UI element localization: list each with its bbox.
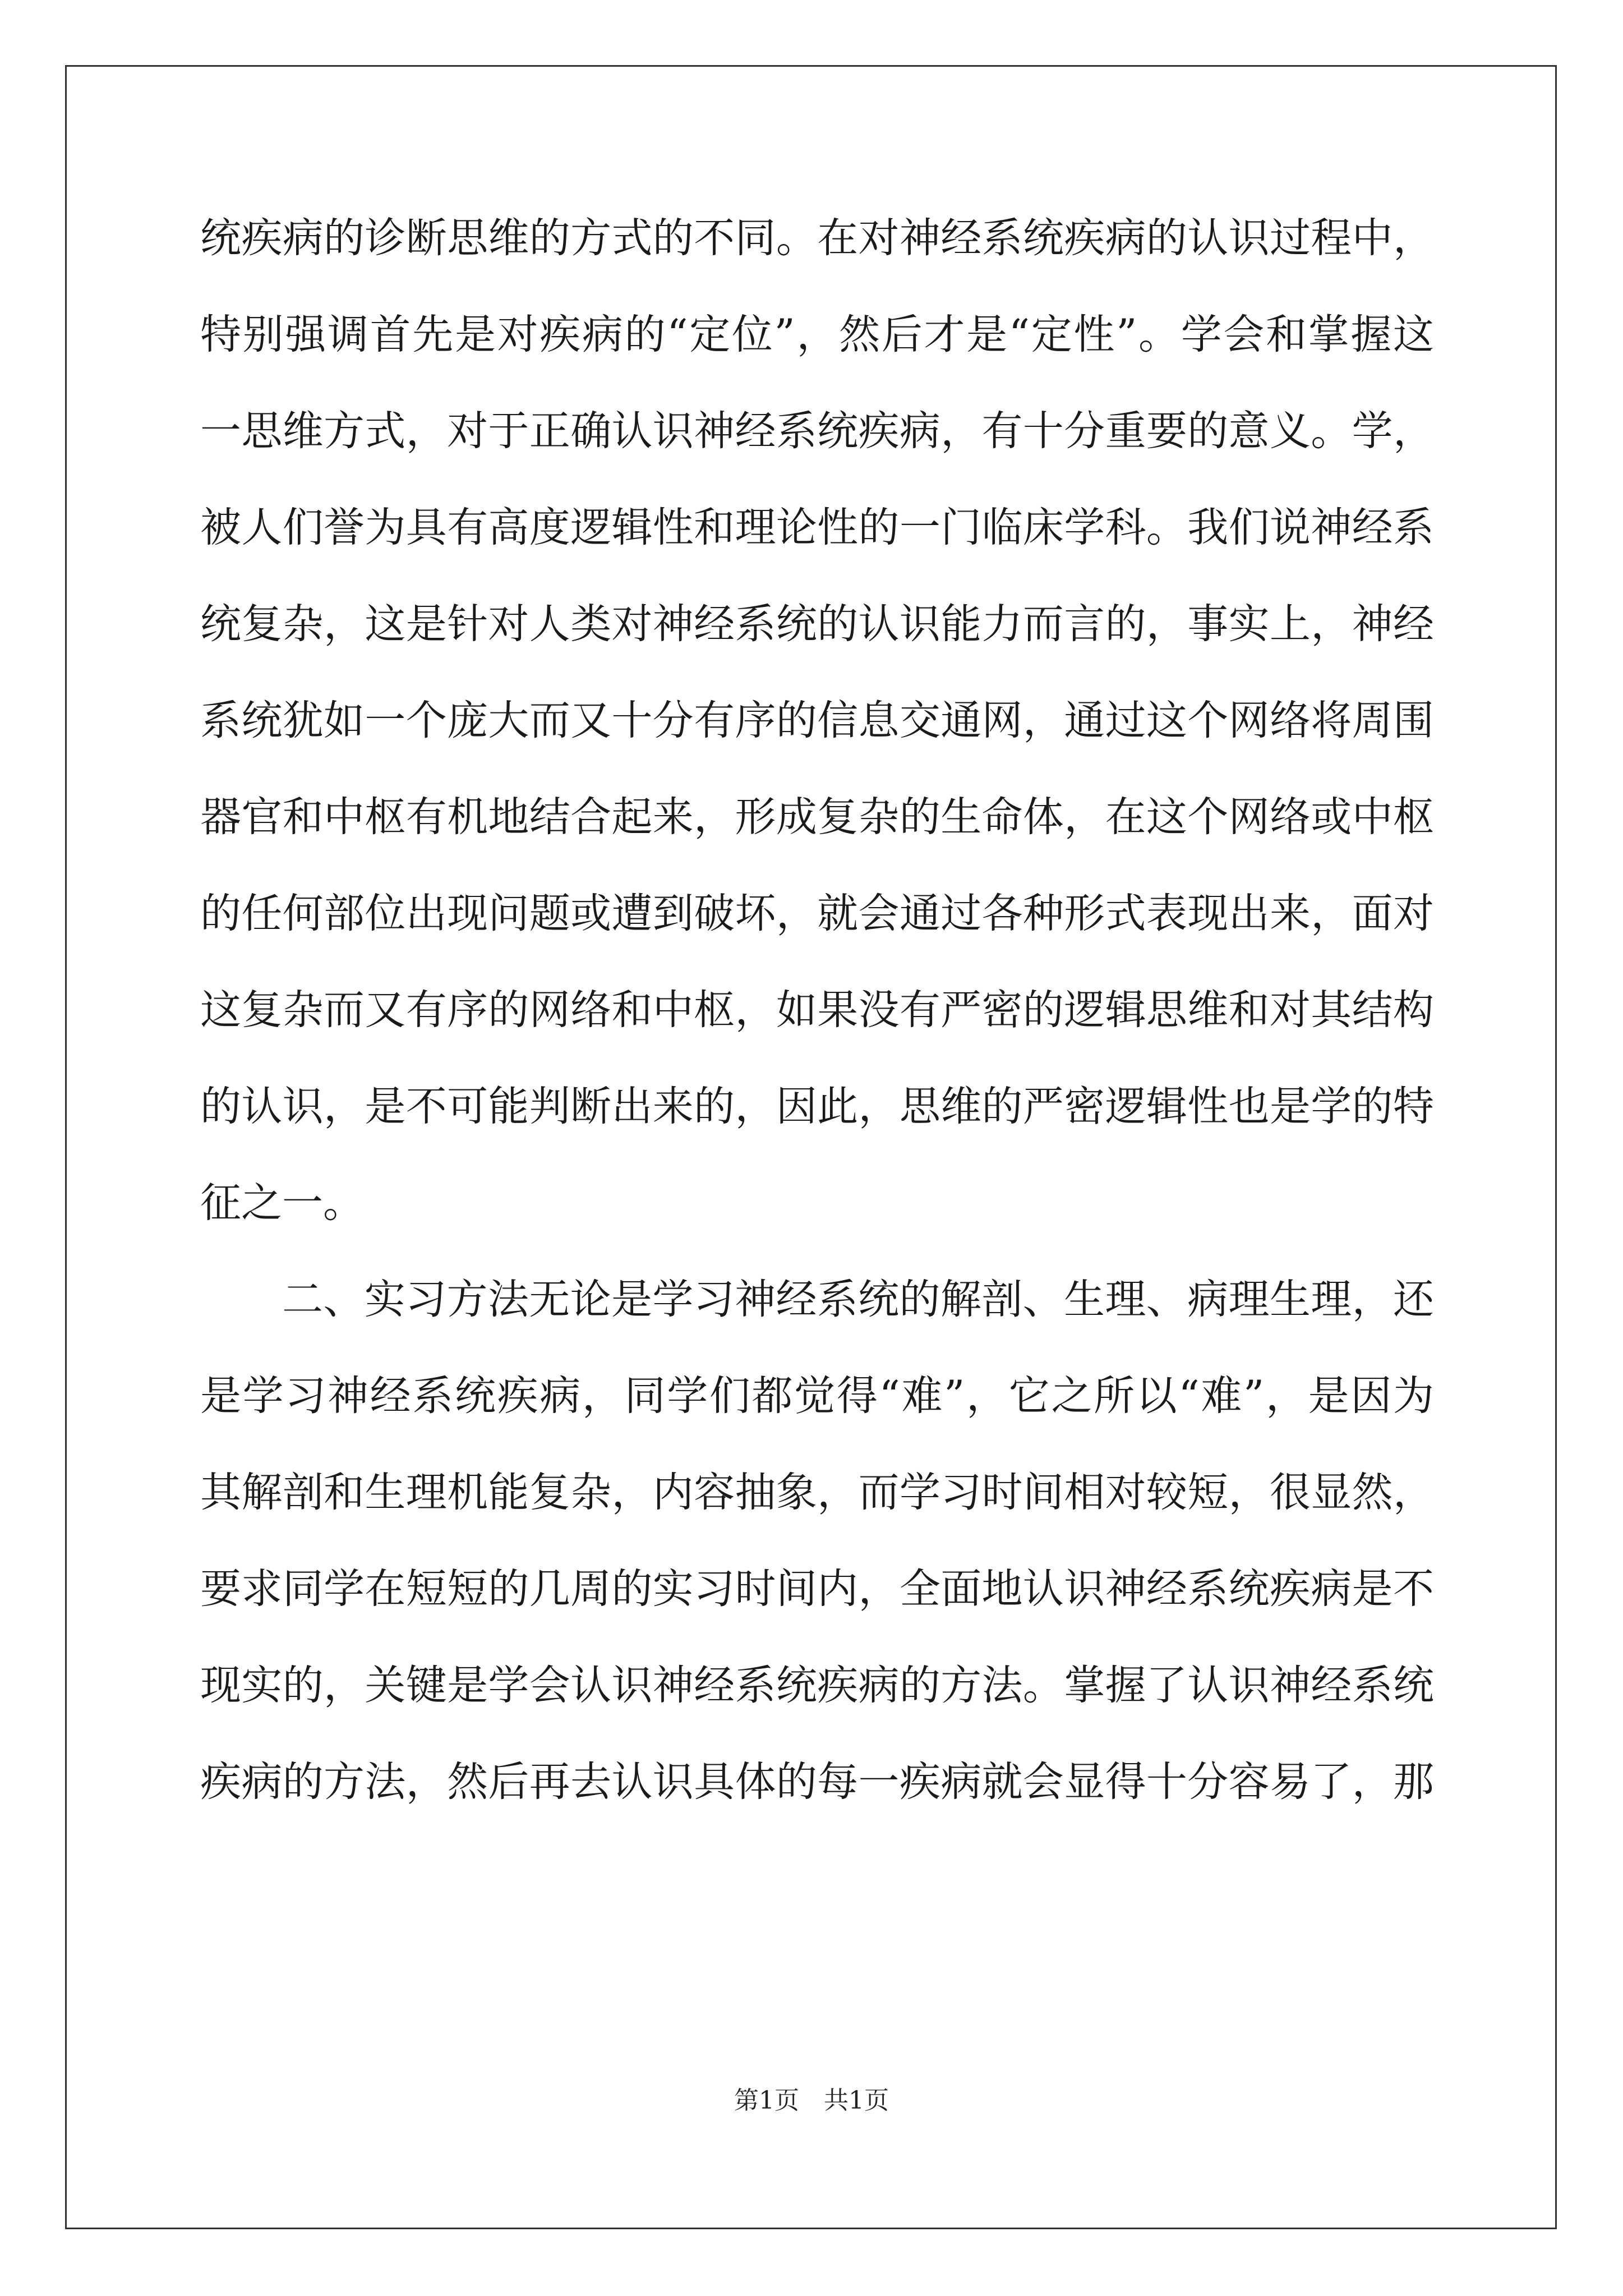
text-line-6: 系统犹如一个庞大而又十分有序的信息交通网，通过这个网络将周围 bbox=[200, 697, 1434, 744]
text-line-11: 征之一。 bbox=[200, 1179, 364, 1227]
text-line-9: 这复杂而又有序的网络和中枢，如果没有严密的逻辑思维和对其结构 bbox=[200, 986, 1434, 1034]
text-line-5: 统复杂，这是针对人类对神经系统的认识能力而言的，事实上，神经 bbox=[200, 600, 1434, 648]
text-line-1: 统疾病的诊断思维的方式的不同。在对神经系统疾病的认识过程中， bbox=[200, 214, 1434, 262]
text-line-17: 疾病的方法，然后再去认识具体的每一疾病就会显得十分容易了，那 bbox=[200, 1758, 1434, 1806]
text-line-12: 二、实习方法无论是学习神经系统的解剖、生理、病理生理，还 bbox=[282, 1276, 1434, 1323]
text-line-16: 现实的，关键是学会认识神经系统疾病的方法。掌握了认识神经系统 bbox=[200, 1662, 1434, 1709]
body-text bbox=[200, 216, 1434, 1856]
page-total: 共1页 bbox=[824, 2086, 889, 2115]
text-line-7: 器官和中枢有机地结合起来，形成复杂的生命体，在这个网络或中枢 bbox=[200, 793, 1434, 841]
text-line-2: 特别强调首先是对疾病的“定位”，然后才是“定性”。学会和掌握这 bbox=[200, 311, 1434, 358]
text-line-4: 被人们誉为具有高度逻辑性和理论性的一门临床学科。我们说神经系 bbox=[200, 504, 1434, 551]
text-line-10: 的认识，是不可能判断出来的，因此，思维的严密逻辑性也是学的特 bbox=[200, 1083, 1434, 1130]
text-line-13: 是学习神经系统疾病，同学们都觉得“难”，它之所以“难”，是因为 bbox=[200, 1372, 1434, 1420]
text-line-15: 要求同学在短短的几周的实习时间内，全面地认识神经系统疾病是不 bbox=[200, 1565, 1434, 1613]
text-line-3: 一思维方式，对于正确认识神经系统疾病，有十分重要的意义。学， bbox=[200, 407, 1434, 455]
page-footer bbox=[0, 2084, 1623, 2118]
text-line-14: 其解剖和生理机能复杂，内容抽象，而学习时间相对较短，很显然， bbox=[200, 1469, 1434, 1516]
page-number: 第1页 bbox=[734, 2086, 799, 2115]
text-line-8: 的任何部位出现问题或遭到破坏，就会通过各种形式表现出来，面对 bbox=[200, 890, 1434, 937]
